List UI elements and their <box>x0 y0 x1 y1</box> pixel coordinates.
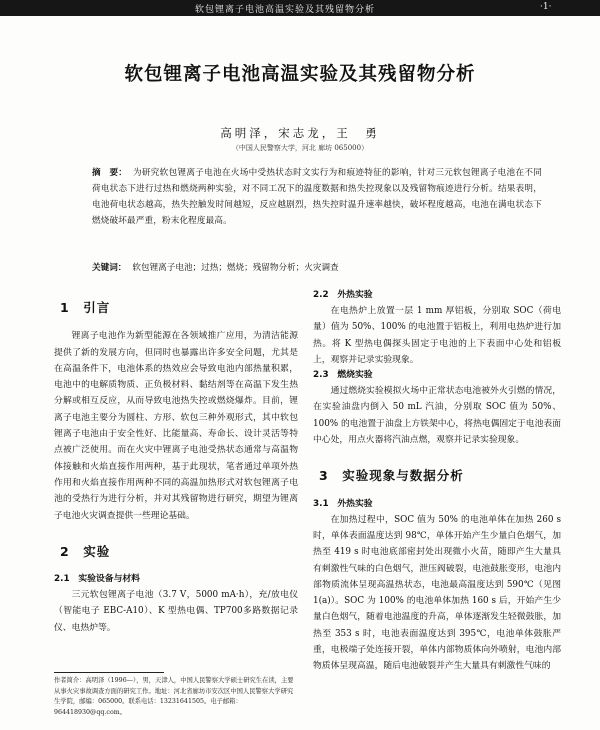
section-3-heading: 3 实验现象与数据分析 <box>319 468 464 484</box>
section-2-2-text: 在电热炉上放置一层 1 mm 厚铝板，分别取 SOC（荷电量）值为 50%、100% 的电池置于铝板上，利用电热炉进行加热。将 K 型热电偶探头固定于电池的上下表面中心处和铝板上，观察并记录实验现象。 <box>313 306 561 365</box>
paper-title: 软包锂离子电池高温实验及其残留物分析 <box>124 64 476 85</box>
section-2-3-heading: 2.3 燃烧实验 <box>313 370 373 381</box>
paper-authors: 高明泽，宋志龙，王 勇 <box>220 126 380 140</box>
section-2-heading: 2 实验 <box>60 543 111 559</box>
left-column <box>54 292 298 636</box>
right-column <box>313 288 561 675</box>
paper-affiliation: （中国人民警察大学，河北 廊坊 065000） <box>231 144 369 152</box>
keywords <box>92 261 542 273</box>
section-1-paragraph: 锂离子电池作为新型能源在各领域推广应用，为清洁能源提供了新的发展方向，但同时也暴露出许多安全问题，尤其是在高温条件下，电池体系的热效应会导致电池内部热量积累，电池中的电解质物质、正负极材料、黏结剂等在高温下发生热分解或相互反应，从而导致电池热失控或燃烧爆炸。目前，锂离子电池主要分为圆柱、方形、软包三种外观形式，其中软包锂离子电池由于安全性好、比能量高、寿命长、设计灵活等特点被广泛使用。而在火灾中锂离子电池受热状态通常与高温物体接触和火焰直接作用两种，基于此现状，笔者通过单项外热作用和火焰直接作用两种不同的高温加热形式对软包锂离子电池的受热行为进行分析，并对其残留物进行研究，期望为锂离子电池火灾调查提供一些理论基础。 <box>54 331 298 521</box>
keywords-text: 软包锂离子电池；过热；燃烧；残留物分析；火灾调查 <box>132 263 339 273</box>
section-2-1-heading: 2.1 实验设备与材料 <box>54 574 140 585</box>
running-title: 软包锂离子电池高温实验及其残留物分析 <box>195 5 376 15</box>
footnote-rule <box>54 672 164 673</box>
abstract <box>92 165 542 229</box>
abstract-label: 摘 要： <box>92 168 127 178</box>
keywords-label: 关键词： <box>92 263 127 273</box>
section-3-1-heading: 3.1 外热实验 <box>313 498 373 509</box>
section-2-3-text: 通过燃烧实验模拟火场中正常状态电池被外火引燃的情况，在实验油盘内倒入 50 mL 汽油，分别取 SOC 值为 50%、100% 的电池置于油盘上方铁架中心，将热电偶固定于电池表面中心处，用点火器将汽油点燃，观察并记录实验现象。 <box>313 386 561 446</box>
author-footnote: 作者简介：高明泽（1996—），男，天津人，中国人民警察大学硕士研究生在读，主要从事火灾事故调查方面的研究工作。地址：河北省廊坊市安次区中国人民警察大学研究生学院，邮编：065000。联系电话：13231641505。电子邮箱：964418930@qq.com。 <box>54 677 294 716</box>
page-marker: ·1· <box>540 2 552 12</box>
section-1-heading: 1 引言 <box>60 300 111 315</box>
section-2-2-heading: 2.2 外热实验 <box>313 290 373 300</box>
running-header <box>0 0 600 16</box>
section-2-1-text: 三元软包锂离子电池（3.7 V，5000 mA·h），充/放电仪（智能电子 EBC-A10）、K 型热电偶、TP700多路数据记录仪、电热炉等。 <box>54 590 298 633</box>
section-3-1-text: 在加热过程中，SOC 值为 50% 的电池单体在加热 260 s 时，单体表面温度达到 98℃，单体开始产生少量白色烟气，加热至 419 s 时电池底部密封处出现微小火苗，随即产生大量具有刺激性气味的白色烟气，泄压阀破裂，电池鼓胀变形，电池内部物质流体呈现高温热状态，电池最高温度达到 590℃（见图 1(a)）。SOC 为 100% 的电池单体加热 160 s 后，开始产生少量白色烟气，随着电池温度的升高，单体逐渐发生轻微鼓胀，加热至 353 s 时，电池表面温度达到 395℃，电池单体鼓胀严重，电极端子处连接开裂，单体内部物质体向外喷射，电池内部物质体呈现高温，随后电池破裂并产生大量具有刺激性气味的 <box>313 514 561 672</box>
abstract-text: 为研究软包锂离子电池在火场中受热状态时文实行为和痕迹特征的影响，针对三元软包锂离子电池在不同荷电状态下进行过热和燃烧两种实验，对不同工况下的温度数据和热失控现象以及残留物痕迹进行分析。结果表明，电池荷电状态越高，热失控触发时间越短，反应越剧烈，热失控时温升速率越快，破坏程度越高，电池在满电状态下燃烧破坏最严重，粉末化程度最高。 <box>92 168 542 226</box>
